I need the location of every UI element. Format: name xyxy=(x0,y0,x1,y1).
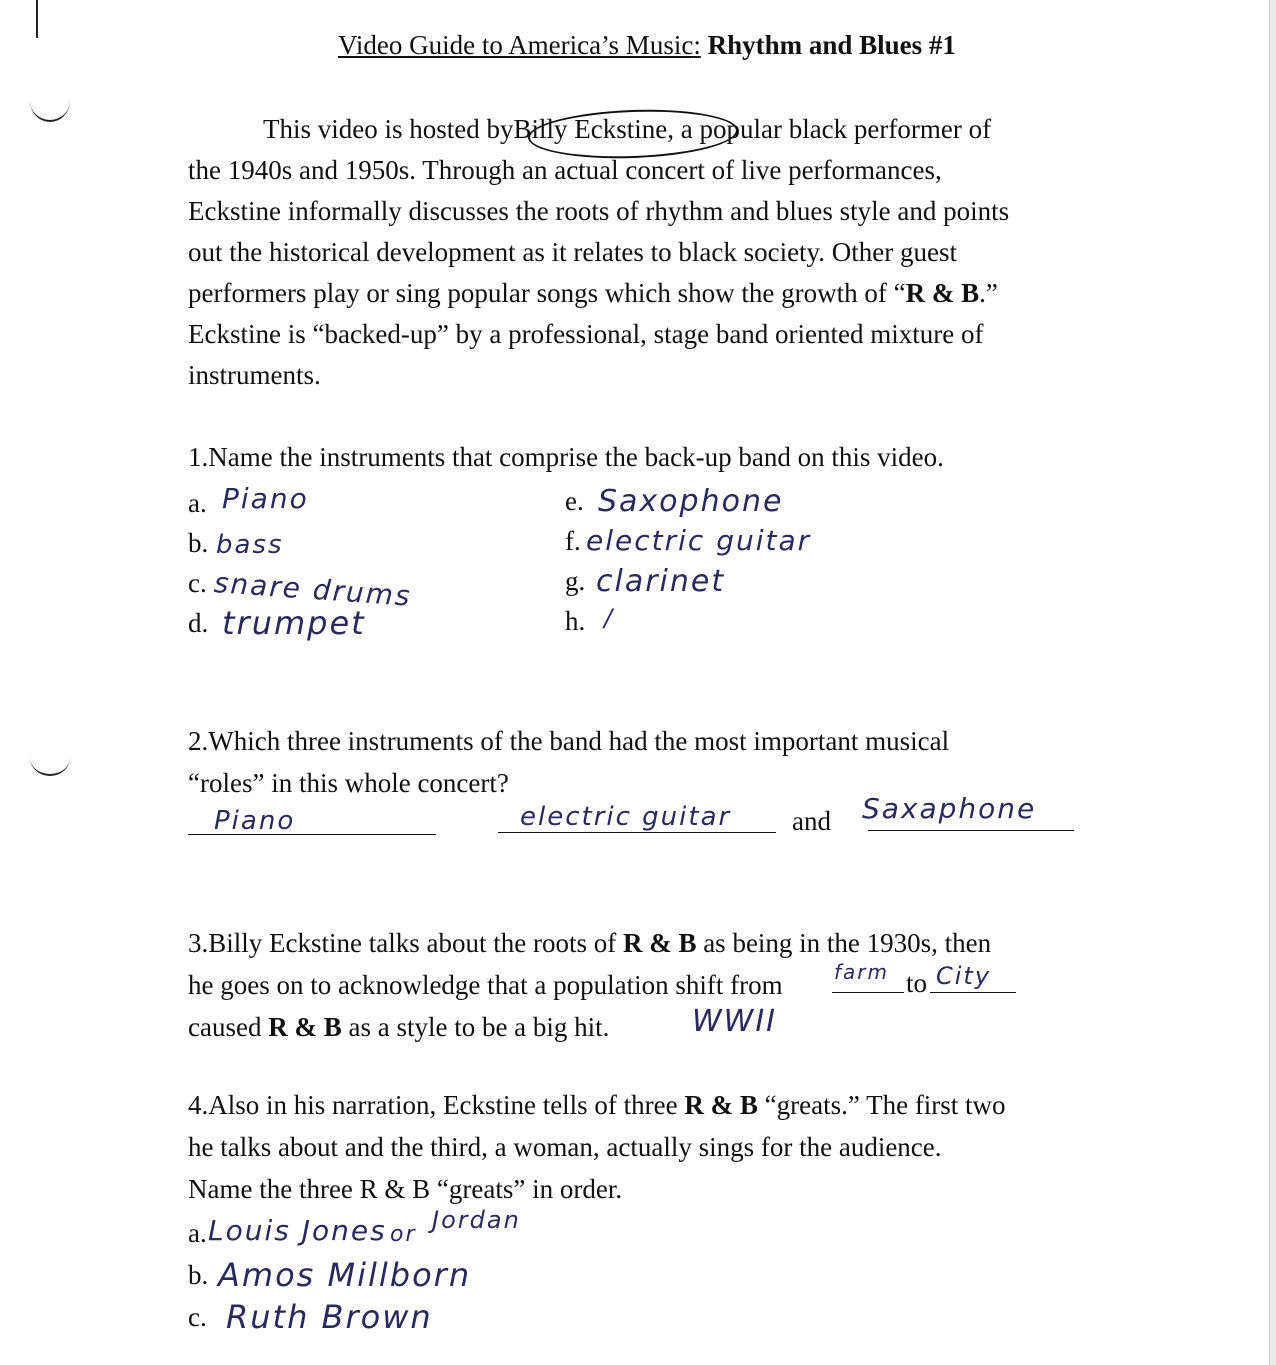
page-title: Video Guide to America’s Music: Rhythm and Blues #1 xyxy=(338,30,956,60)
binder-hole-arc xyxy=(30,740,70,776)
q1-label-d: d. xyxy=(188,608,209,638)
q1-label-h: h. xyxy=(565,606,586,636)
answer-f: electric guitar xyxy=(586,524,812,557)
q3-question: 3.Billy Eckstine talks about the roots of R & B as being in the 1930s, then xyxy=(188,928,992,958)
q1-label-g: g. xyxy=(565,566,586,596)
q2-question: 2.Which three instruments of the band had the most important musical xyxy=(188,726,950,756)
intro-line: Eckstine is “backed-up” by a professional, stage band oriented mixture of xyxy=(188,319,984,349)
q4-answer-a-alt: Jordan xyxy=(432,1206,521,1234)
q2-question-cont: “roles” in this whole concert? xyxy=(188,768,509,798)
q4-label-a: a. xyxy=(188,1218,207,1248)
binder-hole-arc xyxy=(30,80,70,122)
q4-answer-c: Ruth Brown xyxy=(226,1298,433,1336)
q1-label-a: a. xyxy=(188,488,207,518)
q4-answer-a: Louis Jones xyxy=(208,1214,387,1247)
scan-edge xyxy=(1269,0,1276,1365)
q3-question-end: caused R & B as a style to be a big hit. xyxy=(188,1012,610,1042)
q1-question: 1.Name the instruments that comprise the back-up band on this video. xyxy=(188,442,944,472)
q4-question: 4.Also in his narration, Eckstine tells of three R & B “greats.” The first two xyxy=(188,1090,1006,1120)
answer-c: snare drums xyxy=(212,566,413,613)
intro-line: the 1940s and 1950s. Through an actual concert of live performances, xyxy=(188,155,942,185)
q2-answer-3: Saxaphone xyxy=(862,792,1037,825)
q1-label-c: c. xyxy=(188,568,207,598)
q1-label-f: f. xyxy=(565,526,581,556)
q4-answer-a-or: or xyxy=(390,1222,417,1247)
q1-label-b: b. xyxy=(188,528,209,558)
q3-note: WWII xyxy=(692,1004,778,1039)
intro-line: out the historical development as it relates to black society. Other guest xyxy=(188,237,958,267)
intro-line: performers play or sing popular songs which show the growth of “R & B.” xyxy=(188,278,998,308)
q4-question-end: Name the three R & B “greats” in order. xyxy=(188,1174,623,1204)
q3-answer-from: farm xyxy=(834,960,890,984)
q2-answer-1: Piano xyxy=(214,806,296,836)
intro-line: instruments. xyxy=(188,360,321,390)
q2-blank-2 xyxy=(498,832,776,833)
answer-e: Saxophone xyxy=(598,484,784,519)
answer-b: bass xyxy=(216,530,284,560)
answer-g: clarinet xyxy=(596,564,726,599)
answer-h: / xyxy=(604,604,615,632)
q4-label-b: b. xyxy=(188,1260,209,1290)
q4-question-cont: he talks about and the third, a woman, actually sings for the audience. xyxy=(188,1132,942,1162)
q3-answer-to: City xyxy=(936,962,992,990)
q3-question-cont: he goes on to acknowledge that a population shift from xyxy=(188,970,783,1000)
q1-label-e: e. xyxy=(565,486,584,516)
answer-d: trumpet xyxy=(222,604,366,642)
q2-answer-2: electric guitar xyxy=(520,802,732,832)
intro-line: This video is hosted byBilly Eckstine, a popular black performer of xyxy=(263,114,992,144)
q4-answer-b: Amos Millborn xyxy=(218,1256,472,1294)
host-name: Billy Eckstine, xyxy=(513,114,674,144)
q4-label-c: c. xyxy=(188,1302,207,1332)
q3-blank-to xyxy=(930,992,1016,993)
q3-to: to xyxy=(906,968,928,998)
q3-blank-from xyxy=(832,992,904,993)
binder-mark xyxy=(36,0,38,38)
intro-line: Eckstine informally discusses the roots of rhythm and blues style and points xyxy=(188,196,1010,226)
answer-a: Piano xyxy=(222,482,309,515)
q2-blank-3 xyxy=(868,830,1074,831)
q2-and: and xyxy=(792,806,831,836)
